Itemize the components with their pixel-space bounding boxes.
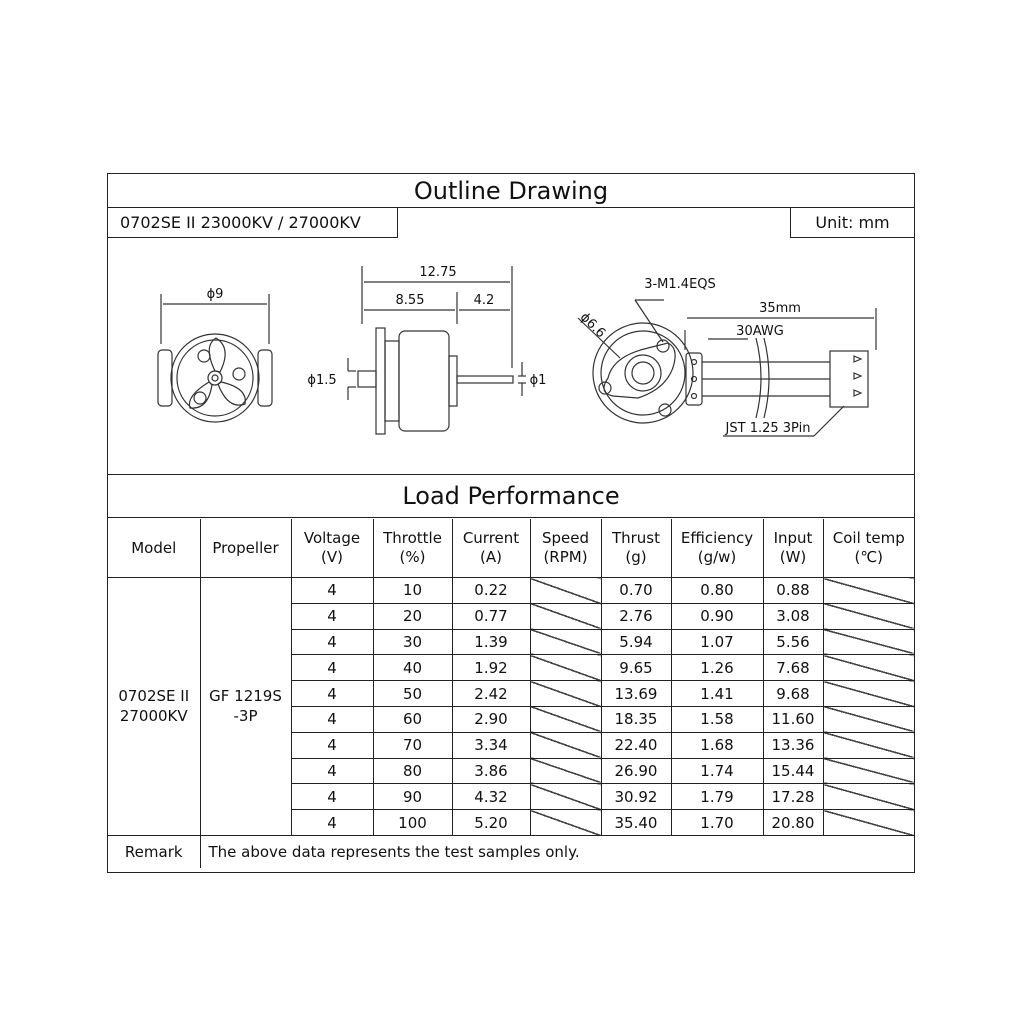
column-header-text: (A) xyxy=(480,548,502,566)
efficiency-cell: 1.58 xyxy=(671,706,763,732)
dim-connector: JST 1.25 3Pin xyxy=(725,421,811,436)
table-row xyxy=(108,578,914,604)
thrust-cell: 30.92 xyxy=(601,784,671,810)
empty-cell xyxy=(530,706,601,732)
input-cell: 17.28 xyxy=(763,784,823,810)
column-header-text: (g/w) xyxy=(697,548,737,566)
column-header xyxy=(671,519,763,578)
input-cell: 5.56 xyxy=(763,629,823,655)
current-cell: 0.77 xyxy=(452,603,530,629)
voltage-cell: 4 xyxy=(291,784,373,810)
column-header-text: Propeller xyxy=(212,538,279,557)
column-header-text: Input xyxy=(773,529,813,547)
empty-cell xyxy=(823,732,914,758)
dim-front-diameter: ϕ9 xyxy=(206,287,224,302)
column-header-text: (RPM) xyxy=(543,548,588,566)
column-header-text: Thrust xyxy=(611,529,661,547)
dim-mount-diameter: ϕ1.5 xyxy=(307,373,337,388)
dim-lead-length: 35mm xyxy=(759,301,801,316)
voltage-cell: 4 xyxy=(291,732,373,758)
thrust-cell: 35.40 xyxy=(601,810,671,836)
efficiency-cell: 1.26 xyxy=(671,655,763,681)
remark-label: Remark xyxy=(108,835,200,868)
thrust-cell: 9.65 xyxy=(601,655,671,681)
current-cell: 1.39 xyxy=(452,629,530,655)
current-cell: 5.20 xyxy=(452,810,530,836)
current-cell: 0.22 xyxy=(452,578,530,604)
model-cell xyxy=(108,578,200,836)
dim-base-diameter: ϕ6.6 xyxy=(576,309,609,342)
empty-cell xyxy=(823,758,914,784)
motor-model-label: 0702SE II 23000KV / 27000KV xyxy=(108,208,398,238)
dim-body-length: 8.55 xyxy=(395,293,425,308)
thrust-cell: 13.69 xyxy=(601,681,671,707)
dim-screws: 3-M1.4EQS xyxy=(644,277,716,292)
throttle-cell: 30 xyxy=(373,629,452,655)
input-cell: 13.36 xyxy=(763,732,823,758)
outline-title: Outline Drawing xyxy=(413,177,609,205)
empty-cell xyxy=(823,706,914,732)
thrust-cell: 22.40 xyxy=(601,732,671,758)
efficiency-cell: 0.90 xyxy=(671,603,763,629)
throttle-cell: 60 xyxy=(373,706,452,732)
column-header xyxy=(763,519,823,578)
voltage-cell: 4 xyxy=(291,810,373,836)
input-cell: 11.60 xyxy=(763,706,823,732)
efficiency-cell: 1.79 xyxy=(671,784,763,810)
input-cell: 20.80 xyxy=(763,810,823,836)
column-header-text: Speed xyxy=(541,529,590,547)
input-cell: 7.68 xyxy=(763,655,823,681)
throttle-cell: 10 xyxy=(373,578,452,604)
empty-cell xyxy=(823,629,914,655)
dim-shaft-diameter: ϕ1 xyxy=(529,373,547,388)
efficiency-cell: 1.68 xyxy=(671,732,763,758)
current-cell: 3.86 xyxy=(452,758,530,784)
thrust-cell: 0.70 xyxy=(601,578,671,604)
efficiency-cell: 1.07 xyxy=(671,629,763,655)
column-header-text: (g) xyxy=(625,548,647,566)
propeller-cell-text: -3P xyxy=(233,707,258,726)
throttle-cell: 100 xyxy=(373,810,452,836)
table-header-row xyxy=(108,519,914,578)
efficiency-cell: 0.80 xyxy=(671,578,763,604)
empty-cell xyxy=(530,681,601,707)
efficiency-cell: 1.70 xyxy=(671,810,763,836)
efficiency-cell: 1.41 xyxy=(671,681,763,707)
current-cell: 1.92 xyxy=(452,655,530,681)
input-cell: 3.08 xyxy=(763,603,823,629)
empty-cell xyxy=(530,758,601,784)
voltage-cell: 4 xyxy=(291,603,373,629)
voltage-cell: 4 xyxy=(291,578,373,604)
empty-cell xyxy=(530,578,601,604)
column-header-text: (V) xyxy=(321,548,343,566)
remark-row xyxy=(108,835,914,868)
dim-wire-gauge: 30AWG xyxy=(736,324,784,339)
column-header-text: Voltage xyxy=(303,529,361,547)
empty-cell xyxy=(530,655,601,681)
dim-total-length: 12.75 xyxy=(419,265,457,280)
column-header xyxy=(108,519,200,578)
throttle-cell: 70 xyxy=(373,732,452,758)
input-cell: 0.88 xyxy=(763,578,823,604)
column-header-text: Coil temp xyxy=(832,529,905,547)
column-header xyxy=(823,519,914,578)
divider xyxy=(108,474,914,475)
performance-title: Load Performance xyxy=(402,482,620,510)
spec-sheet xyxy=(107,173,915,873)
voltage-cell: 4 xyxy=(291,706,373,732)
voltage-cell: 4 xyxy=(291,655,373,681)
current-cell: 2.90 xyxy=(452,706,530,732)
thrust-cell: 2.76 xyxy=(601,603,671,629)
column-header-text: Current xyxy=(462,529,520,547)
efficiency-cell: 1.74 xyxy=(671,758,763,784)
throttle-cell: 80 xyxy=(373,758,452,784)
propeller-cell xyxy=(200,578,291,836)
current-cell: 4.32 xyxy=(452,784,530,810)
divider xyxy=(108,517,914,518)
column-header xyxy=(530,519,601,578)
empty-cell xyxy=(530,784,601,810)
empty-cell xyxy=(823,578,914,604)
column-header xyxy=(452,519,530,578)
dim-shaft-length: 4.2 xyxy=(473,293,495,308)
input-cell: 9.68 xyxy=(763,681,823,707)
thrust-cell: 26.90 xyxy=(601,758,671,784)
performance-table xyxy=(108,519,914,868)
empty-cell xyxy=(530,732,601,758)
empty-cell xyxy=(823,784,914,810)
column-header xyxy=(601,519,671,578)
column-header xyxy=(200,519,291,578)
propeller-cell-text: GF 1219S xyxy=(209,687,282,706)
column-header-text: (W) xyxy=(779,548,807,566)
column-header-text: (℃) xyxy=(854,548,884,566)
current-cell: 2.42 xyxy=(452,681,530,707)
throttle-cell: 50 xyxy=(373,681,452,707)
empty-cell xyxy=(823,810,914,836)
voltage-cell: 4 xyxy=(291,629,373,655)
throttle-cell: 20 xyxy=(373,603,452,629)
column-header xyxy=(373,519,452,578)
outline-drawing xyxy=(108,238,914,474)
input-cell: 15.44 xyxy=(763,758,823,784)
motor-side-view xyxy=(358,328,513,434)
empty-cell xyxy=(823,681,914,707)
column-header-text: Model xyxy=(131,538,177,557)
empty-cell xyxy=(530,629,601,655)
empty-cell xyxy=(823,603,914,629)
empty-cell xyxy=(530,810,601,836)
column-header-text: Throttle xyxy=(383,529,442,547)
voltage-cell: 4 xyxy=(291,681,373,707)
remark-text: The above data represents the test samples only. xyxy=(200,835,914,868)
empty-cell xyxy=(823,655,914,681)
model-cell-text: 27000KV xyxy=(119,707,188,726)
throttle-cell: 40 xyxy=(373,655,452,681)
motor-front-view xyxy=(158,334,272,422)
unit-label: Unit: mm xyxy=(790,208,914,238)
thrust-cell: 18.35 xyxy=(601,706,671,732)
thrust-cell: 5.94 xyxy=(601,629,671,655)
model-cell-text: 0702SE II xyxy=(118,687,190,706)
current-cell: 3.34 xyxy=(452,732,530,758)
column-header-text: Efficiency xyxy=(680,529,754,547)
motor-rear-view xyxy=(593,323,868,423)
voltage-cell: 4 xyxy=(291,758,373,784)
throttle-cell: 90 xyxy=(373,784,452,810)
empty-cell xyxy=(530,603,601,629)
column-header xyxy=(291,519,373,578)
column-header-text: (%) xyxy=(399,548,426,566)
